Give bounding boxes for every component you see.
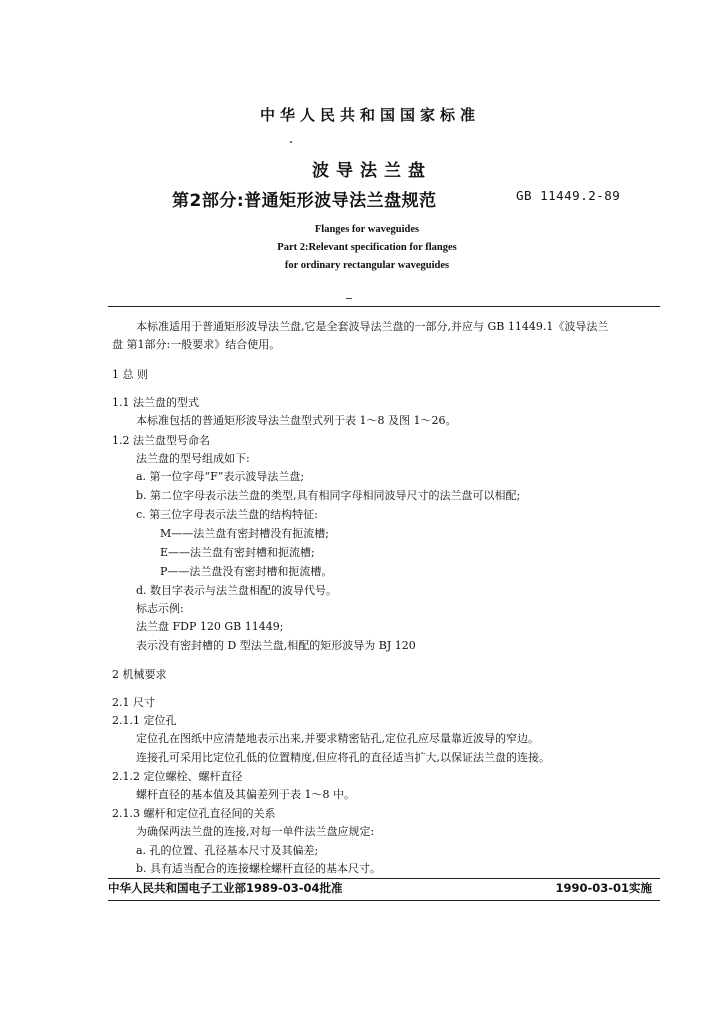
- list-item-c: c. 第三位字母表示法兰盘的结构特征:: [136, 508, 318, 521]
- section-2-1-heading: 2.1 尺寸: [112, 696, 155, 709]
- document-subtitle: 第2部分:普通矩形波导法兰盘规范: [172, 191, 437, 211]
- section-2-1-1-text-2: 连接孔可采用比定位孔低的位置精度,但应将孔的直径适当扩大,以保证法兰盘的连接。: [136, 751, 550, 764]
- header-divider: [108, 306, 660, 307]
- section-2-1-3-item-a: a. 孔的位置、孔径基本尺寸及其偏差;: [136, 844, 319, 857]
- footer-bottom-divider: [108, 900, 660, 901]
- section-1-1-text: 本标准包括的普通矩形波导法兰盘型式列于表 1～8 及图 1～26。: [136, 414, 457, 427]
- section-1-2-text: 法兰盘的型号组成如下:: [136, 452, 250, 465]
- approval-line: 中华人民共和国电子工业部1989-03-04批准: [108, 881, 343, 895]
- document-title: 波导法兰盘: [312, 161, 432, 181]
- list-item-c-e: E——法兰盘有密封槽和扼流槽;: [160, 546, 315, 559]
- footer-divider: [108, 878, 660, 879]
- example-label: 标志示例:: [136, 602, 184, 615]
- section-2-1-2-heading: 2.1.2 定位螺栓、螺杆直径: [112, 770, 243, 783]
- section-2-heading: 2 机械要求: [112, 668, 167, 681]
- scan-speck: [290, 141, 292, 143]
- section-1-1-heading: 1.1 法兰盘的型式: [112, 396, 199, 409]
- example-designation: 法兰盘 FDP 120 GB 11449;: [136, 620, 284, 633]
- section-2-1-1-heading: 2.1.1 定位孔: [112, 714, 177, 727]
- section-1-2-heading: 1.2 法兰盘型号命名: [112, 434, 210, 447]
- section-2-1-2-text: 螺杆直径的基本值及其偏差列于表 1～8 中。: [136, 788, 355, 801]
- english-title-line-3: for ordinary rectangular waveguides: [284, 260, 450, 271]
- standard-code: GB 11449.2-89: [516, 188, 621, 203]
- list-item-d: d. 数目字表示与法兰盘相配的波导代号。: [136, 584, 338, 597]
- example-description: 表示没有密封槽的 D 型法兰盘,相配的矩形波导为 BJ 120: [136, 639, 416, 652]
- scan-speck: [346, 298, 352, 299]
- section-2-1-3-item-b: b. 具有适当配合的连接螺栓螺杆直径的基本尺寸。: [136, 862, 382, 875]
- list-item-b: b. 第二位字母表示法兰盘的类型,具有相同字母相同波导尺寸的法兰盘可以相配;: [136, 489, 521, 502]
- section-1-heading: 1 总 则: [112, 368, 148, 381]
- list-item-c-m: M——法兰盘有密封槽没有扼流槽;: [160, 527, 329, 540]
- list-item-a: a. 第一位字母“F”表示波导法兰盘;: [136, 470, 305, 483]
- section-2-1-3-heading: 2.1.3 螺杆和定位孔直径间的关系: [112, 807, 276, 820]
- english-title-line-1: Flanges for waveguides: [314, 224, 420, 235]
- section-2-1-3-text: 为确保两法兰盘的连接,对每一单件法兰盘应规定:: [136, 825, 375, 838]
- english-title-line-2: Part 2:Relevant specification for flanges: [277, 242, 457, 253]
- intro-paragraph-line-1: 本标准适用于普通矩形波导法兰盘,它是全套波导法兰盘的一部分,并应与 GB 11449.1《波导法兰: [136, 320, 609, 333]
- implementation-date: 1990-03-01实施: [555, 881, 652, 895]
- standard-category-title: 中华人民共和国国家标准: [259, 106, 480, 124]
- list-item-c-p: P——法兰盘没有密封槽和扼流槽。: [160, 565, 333, 578]
- intro-paragraph-line-2: 盘 第1部分:一般要求》结合使用。: [112, 338, 281, 351]
- section-2-1-1-text-1: 定位孔在图纸中应清楚地表示出来,并要求精密钻孔,定位孔应尽量靠近波导的窄边。: [136, 732, 539, 745]
